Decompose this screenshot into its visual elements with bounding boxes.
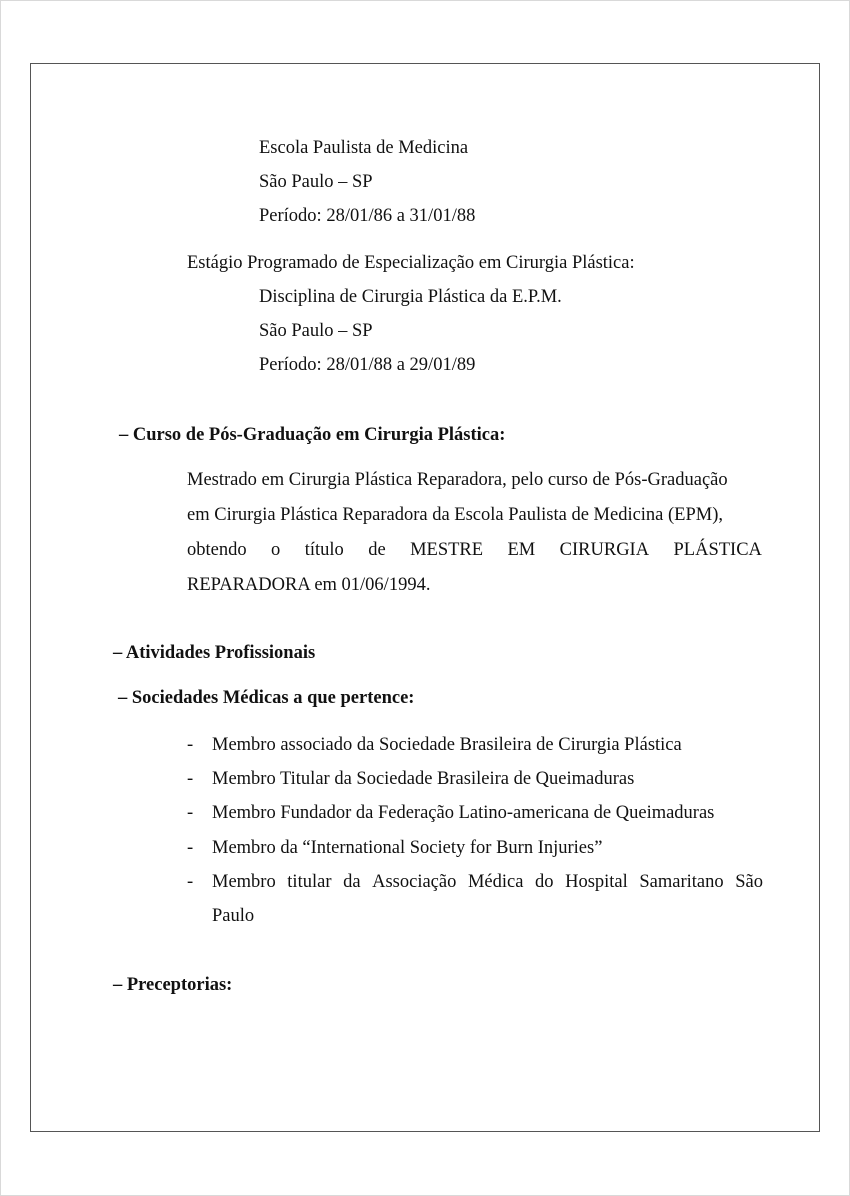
postgrad-line-3 [187,539,762,561]
list-item-word: da [343,872,361,892]
postgrad-word: o [271,540,281,560]
residency-location: São Paulo – SP [259,172,373,192]
list-item-word: São [735,872,763,892]
list-bullet: - [187,838,194,858]
list-item-word: titular [287,872,332,892]
internship-title: Estágio Programado de Especialização em Cirurgia Plástica: [187,253,635,273]
postgrad-word: CIRURGIA [559,540,650,560]
list-bullet: - [187,769,194,789]
postgrad-line-2: em Cirurgia Plástica Reparadora da Escola Paulista de Medicina (EPM), [187,505,724,525]
preceptorships-heading: – Preceptorias: [113,975,233,995]
list-bullet: - [187,872,194,892]
list-item-word: Hospital [565,872,628,892]
list-item-continuation: Paulo [212,906,255,926]
list-item: Membro da “International Society for Burn Injuries” [212,838,603,858]
internship-institution: Disciplina de Cirurgia Plástica da E.P.M. [259,287,562,307]
postgrad-line-1: Mestrado em Cirurgia Plástica Reparadora, pelo curso de Pós-Graduação [187,470,728,490]
residency-institution: Escola Paulista de Medicina [259,138,469,158]
list-bullet: - [187,735,194,755]
list-item: Membro Titular da Sociedade Brasileira de Queimaduras [212,769,635,789]
list-item-word: do [535,872,554,892]
postgrad-word: título [304,540,344,560]
internship-period: Período: 28/01/88 a 29/01/89 [259,355,476,375]
postgrad-word: PLÁSTICA [673,540,762,560]
list-item: Membro Fundador da Federação Latino-americana de Queimaduras [212,803,715,823]
list-item-word: Membro [212,872,276,892]
residency-period: Período: 28/01/86 a 31/01/88 [259,206,476,226]
list-item [212,871,763,893]
postgrad-word: MESTRE [410,540,484,560]
societies-heading: – Sociedades Médicas a que pertence: [118,688,415,708]
list-item-word: Médica [467,872,524,892]
internship-location: São Paulo – SP [259,321,373,341]
postgrad-word: obtendo [187,540,247,560]
postgrad-word: de [368,540,386,560]
postgrad-word: EM [507,540,536,560]
list-bullet: - [187,803,194,823]
list-item-word: Associação [372,872,457,892]
postgrad-line-4: REPARADORA em 01/06/1994. [187,575,431,595]
list-item: Membro associado da Sociedade Brasileira de Cirurgia Plástica [212,735,682,755]
activities-heading: – Atividades Profissionais [113,643,316,663]
postgrad-heading: – Curso de Pós-Graduação em Cirurgia Plástica: [119,425,506,445]
list-item-word: Samaritano [639,872,724,892]
